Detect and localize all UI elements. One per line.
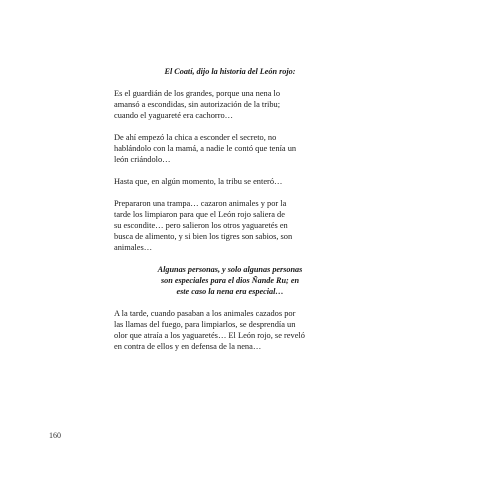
paragraph-line: olor que atraía a los yaguaretés… El León rojo, se reveló — [114, 331, 305, 340]
paragraph-4 — [114, 198, 346, 253]
paragraph-line: animales… — [114, 243, 153, 252]
paragraph-line: león criándolo… — [114, 155, 171, 164]
paragraph-line: A la tarde, cuando pasaban a los animales cazados por — [114, 309, 296, 318]
section-heading: El Coatí, dijo la historia del León rojo: — [164, 67, 296, 76]
paragraph-line: Prepararon una trampa… cazaron animales y por la — [114, 199, 287, 208]
paragraph-5 — [114, 308, 346, 352]
paragraph-line: De ahí empezó la chica a esconder el secreto, no — [114, 133, 277, 142]
emphasis-line: Algunas personas, y solo algunas personas — [157, 265, 303, 274]
page-body — [114, 66, 346, 363]
emphasis-line: este caso la nena era especial… — [176, 287, 284, 296]
paragraph-line: cuando el yaguareté era cachorro… — [114, 111, 234, 120]
paragraph-line: Es el guardián de los grandes, porque una nena lo — [114, 89, 281, 98]
paragraph-1 — [114, 88, 346, 121]
paragraph-line: en contra de ellos y en defensa de la nena… — [114, 342, 262, 351]
paragraph-line: busca de alimento, y si bien los tigres son sabios, son — [114, 232, 293, 241]
paragraph-line: las llamas del fuego, para limpiarlos, se desprendía un — [114, 320, 296, 329]
paragraph-3 — [114, 176, 346, 187]
paragraph-2 — [114, 132, 346, 165]
paragraph-line: su escondite… pero salieron los otros yaguaretés en — [114, 221, 288, 230]
emphasis-block — [114, 264, 346, 297]
paragraph-line: tarde los limpiaron para que el León rojo saliera de — [114, 210, 285, 219]
paragraph-line: amansó a escondidas, sin autorización de la tribu; — [114, 100, 281, 109]
paragraph-line: Hasta que, en algún momento, la tribu se enteró… — [114, 177, 283, 186]
paragraph-line: hablándolo con la mamá, a nadie le contó que tenía un — [114, 144, 297, 153]
page-number: 160 — [49, 431, 61, 440]
emphasis-line: son especiales para el dios Ñande Ru; en — [160, 276, 300, 285]
